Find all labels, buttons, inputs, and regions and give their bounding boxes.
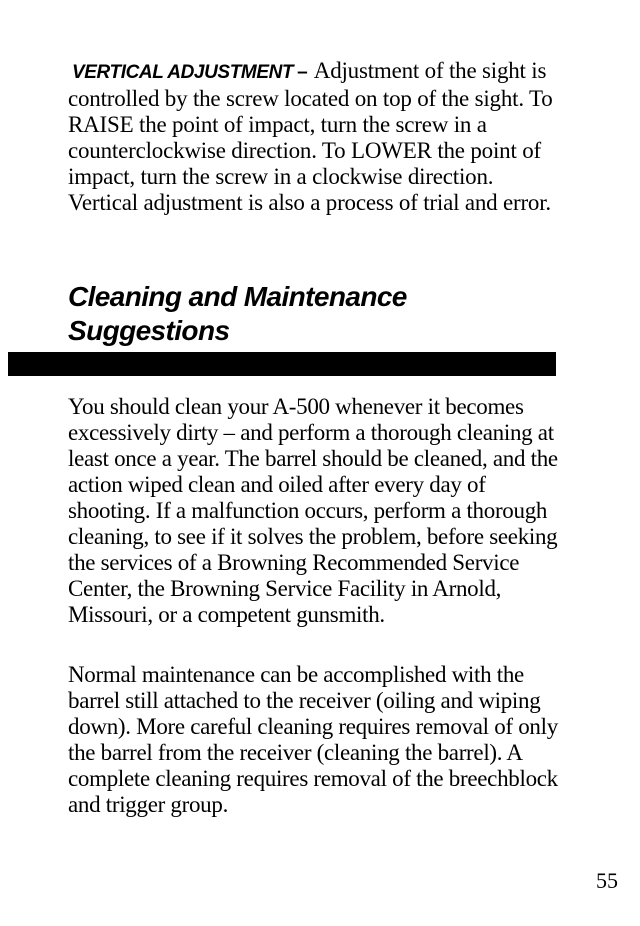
section-divider-bar bbox=[8, 352, 556, 376]
page-number: 55 bbox=[596, 868, 618, 893]
em-dash: – bbox=[297, 62, 308, 83]
vertical-adjustment-heading: VERTICAL ADJUSTMENT bbox=[72, 62, 294, 83]
vertical-adjustment-paragraph bbox=[68, 58, 558, 216]
section-heading: Cleaning and Maintenance Suggestions bbox=[68, 281, 407, 346]
cleaning-paragraph-2: Normal maintenance can be accomplished with the barrel still attached to the receiver (oiling and wiping down). More careful cleaning requires removal of only the barrel from the receiver (cleaning the barrel). A complete cleaning requires removal of the breechblock and trigger group. bbox=[68, 662, 558, 817]
vertical-adjustment-text: Adjustment of the sight is controlled by the screw located on top of the sight. To RAISE the point of impact, turn the screw in a counterclockwise direction. To LOWER the point of impact, turn the screw in a clockwise direction. Vertical adjustment is also a process of trial and error. bbox=[68, 58, 553, 215]
cleaning-paragraph-1: You should clean your A-500 whenever it becomes excessively dirty – and perform a thorough cleaning at least once a year. The barrel should be cleaned, and the action wiped clean and oiled after every day of shooting. If a malfunction occurs, perform a thorough cleaning, to see if it solves the problem, before seeking the services of a Browning Recommended Service Center, the Browning Service Facility in Arnold, Missouri, or a competent gunsmith. bbox=[68, 394, 558, 627]
